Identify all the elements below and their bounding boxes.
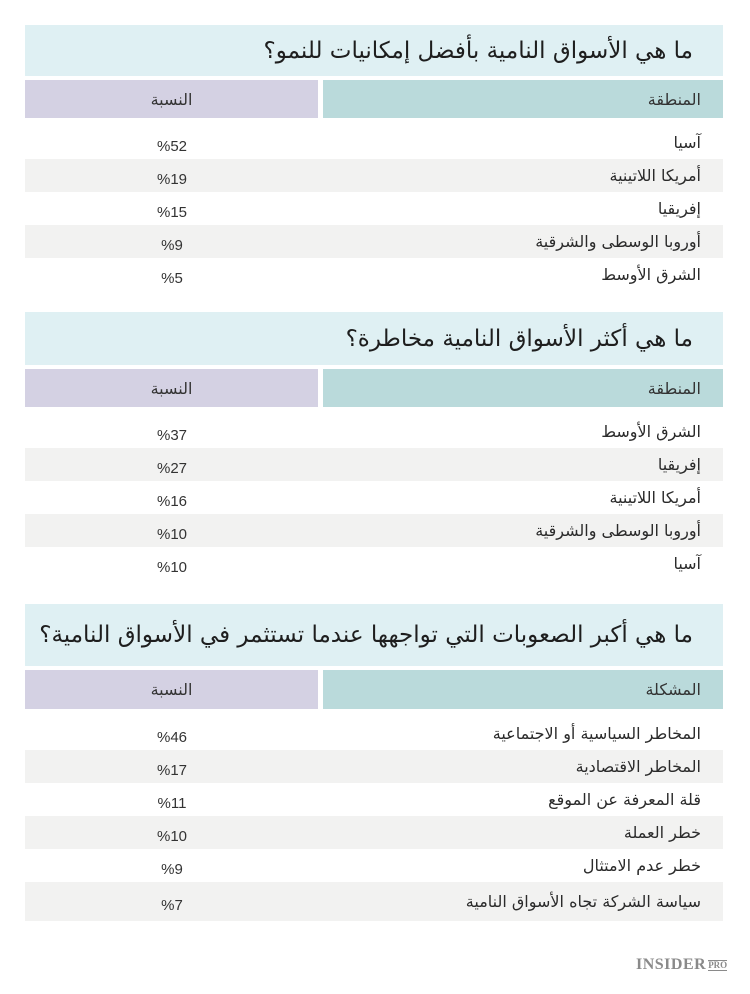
table-row — [25, 882, 723, 921]
table-title-text: ما هي الأسواق النامية بأفضل إمكانيات للنمو؟ — [263, 37, 693, 64]
row-value: %9 — [161, 861, 183, 878]
row-label: المخاطر السياسية أو الاجتماعية — [492, 724, 701, 743]
row-value: %46 — [156, 729, 188, 746]
table-row — [25, 717, 723, 750]
logo-main-text: INSIDER — [636, 956, 707, 973]
table-riskiest-markets — [25, 312, 723, 580]
table-header — [25, 670, 723, 709]
row-value: %11 — [157, 795, 187, 812]
row-label: خطر العملة — [623, 823, 701, 842]
insider-pro-logo — [636, 956, 727, 974]
row-value: %15 — [156, 204, 188, 221]
row-value: %16 — [156, 493, 188, 510]
table-row — [25, 225, 723, 258]
table-title — [25, 604, 723, 666]
table-row — [25, 514, 723, 547]
table-row — [25, 159, 723, 192]
row-value: %7 — [161, 897, 183, 914]
header-category: المنطقة — [323, 369, 723, 407]
row-value: %19 — [156, 171, 188, 188]
row-value: %10 — [156, 526, 188, 543]
table-header — [25, 80, 723, 118]
row-label: آسيا — [673, 554, 701, 573]
row-label: الشرق الأوسط — [601, 265, 701, 284]
header-category: المنطقة — [323, 80, 723, 118]
table-title-text: ما هي أكبر الصعوبات التي تواجهها عندما تستثمر في الأسواق النامية؟ — [39, 622, 693, 648]
header-percent: النسبة — [25, 80, 318, 118]
table-row — [25, 481, 723, 514]
row-label: أوروبا الوسطى والشرقية — [535, 232, 701, 251]
header-percent: النسبة — [25, 670, 318, 709]
table-row — [25, 126, 723, 159]
row-label: خطر عدم الامتثال — [582, 856, 701, 875]
row-value: %52 — [156, 138, 188, 155]
row-value: %10 — [156, 828, 188, 845]
header-category: المشكلة — [323, 670, 723, 709]
row-label: إفريقيا — [657, 455, 701, 474]
row-value: %9 — [161, 237, 183, 254]
table-growth-potential — [25, 25, 723, 291]
row-value: %10 — [156, 559, 188, 576]
row-label: سياسة الشركة تجاه الأسواق النامية — [465, 892, 701, 911]
table-row — [25, 415, 723, 448]
row-value: %27 — [156, 460, 188, 477]
row-label: آسيا — [673, 133, 701, 152]
row-label: إفريقيا — [657, 199, 701, 218]
table-header — [25, 369, 723, 407]
header-percent: النسبة — [25, 369, 318, 407]
table-row — [25, 547, 723, 580]
table-row — [25, 783, 723, 816]
table-row — [25, 750, 723, 783]
table-body — [25, 415, 723, 580]
row-value: %17 — [156, 762, 188, 779]
logo-sub-text: PRO — [708, 960, 728, 970]
table-row — [25, 258, 723, 291]
row-value: %5 — [161, 270, 183, 287]
table-body — [25, 717, 723, 921]
table-body — [25, 126, 723, 291]
table-row — [25, 192, 723, 225]
table-title — [25, 312, 723, 365]
table-row — [25, 849, 723, 882]
table-row — [25, 816, 723, 849]
row-label: قلة المعرفة عن الموقع — [548, 790, 701, 809]
row-label: أمريكا اللاتينية — [609, 166, 701, 185]
row-label: أمريكا اللاتينية — [609, 488, 701, 507]
table-row — [25, 448, 723, 481]
row-label: أوروبا الوسطى والشرقية — [535, 521, 701, 540]
row-value: %37 — [156, 427, 188, 444]
table-title — [25, 25, 723, 76]
table-biggest-difficulties — [25, 604, 723, 921]
row-label: الشرق الأوسط — [601, 422, 701, 441]
table-title-text: ما هي أكثر الأسواق النامية مخاطرة؟ — [345, 325, 693, 352]
row-label: المخاطر الاقتصادية — [575, 757, 701, 776]
